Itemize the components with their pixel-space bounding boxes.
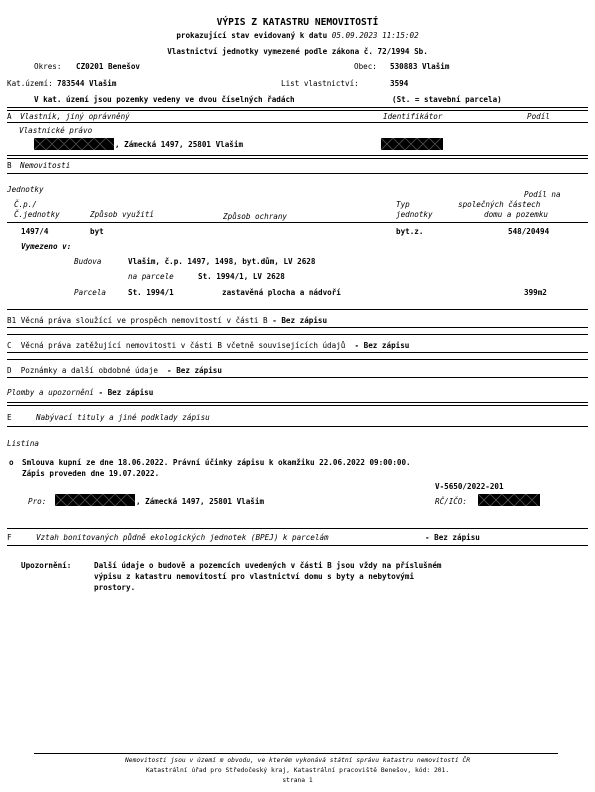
number-series-legend: (St. = stavební parcela) (392, 95, 502, 104)
building-value: Vlašim, č.p. 1497, 1498, byt.dům, LV 2628 (128, 257, 316, 266)
parcel-value: St. 1994/1 (128, 288, 174, 297)
rc-label: RČ/IČO: (435, 497, 468, 506)
section-d-rule (7, 359, 588, 360)
section-e-heading: Nabývací tituly a jiné podklady zápisu (36, 413, 210, 422)
section-b-subrule (7, 173, 588, 174)
col-share-header-2: společných částech (458, 200, 541, 209)
defined-by-label: Vymezeno v: (21, 242, 72, 251)
footer-line-2: Katastrální úřad pro Středočeský kraj, Katastrální pracoviště Benešov, kód: 201. (145, 767, 450, 774)
subtitle-date: 05.09.2023 11:15:02 (331, 31, 419, 40)
notice-line-2: výpisu z katastru nemovitostí pro vlastnictví domu s byty a nebytovými (94, 572, 415, 581)
footer-rule (34, 753, 558, 754)
section-d-heading (7, 367, 222, 375)
redacted-owner-name (34, 138, 114, 150)
document-subtitle (0, 32, 595, 40)
section-b-letter: B (7, 161, 12, 170)
section-b-heading: Nemovitosti (20, 161, 71, 170)
section-f-rule (7, 528, 588, 529)
parcel-area: 399m2 (524, 288, 547, 297)
col-protection-header: Způsob ochrany (223, 212, 288, 221)
lv-label: List vlastnictví: (281, 79, 359, 88)
entry-bullet: o (9, 458, 14, 467)
section-a-subrule (7, 122, 588, 123)
for-label: Pro: (28, 497, 47, 506)
section-d-title: Poznámky a další obdobné údaje (20, 366, 158, 375)
lv-value: 3594 (390, 79, 409, 88)
unit-law-line: Vlastnictví jednotky vymezené podle zákona č. 72/1994 Sb. (167, 47, 428, 56)
number-series-note: V kat. území jsou pozemky vedeny ve dvou číselných řadách (34, 95, 295, 104)
section-a-heading: Vlastník, jiný oprávněný (20, 112, 130, 121)
unit-usage: byt (90, 227, 104, 236)
owner-address: , Zámecká 1497, 25801 Vlašim (115, 140, 244, 149)
unit-type: byt.z. (396, 227, 424, 236)
entry-line-2: Zápis proveden dne 19.07.2022. (22, 469, 160, 478)
for-address: , Zámecká 1497, 25801 Vlašim (136, 497, 265, 506)
units-label: Jednotky (7, 185, 44, 194)
notice-line-1: Další údaje o budově a pozemcích uvedených v části B jsou vždy na příslušném (94, 561, 442, 570)
footer-line-1: Nemovitosti jsou v území m obvodu, ve kterém vykonává státní správu katastru nemovitostí ČR (125, 757, 470, 764)
plomby-value: - Bez zápisu (98, 388, 154, 397)
redacted-party-name (55, 494, 135, 506)
col-share-header: Podíl (527, 112, 550, 121)
obec-label: Obec: (354, 62, 377, 71)
section-f-value: - Bez zápisu (425, 533, 480, 542)
section-f-bottom-rule (7, 545, 588, 546)
on-parcel-label: na parcele (128, 272, 174, 281)
plomby-heading (7, 389, 153, 397)
col-identifier-header: Identifikátor (383, 112, 443, 121)
obec-value: 530883 Vlašim (390, 62, 450, 71)
on-parcel-value: St. 1994/1, LV 2628 (198, 272, 285, 281)
section-c-letter: C (7, 341, 12, 350)
col-share-header-3: domu a pozemku (484, 210, 549, 219)
ownership-subheading: Vlastnické právo (19, 126, 93, 135)
col-type-header-1: Typ (396, 200, 410, 209)
section-f-heading: Vztah bonitovaných půdně ekologických jednotek (BPEJ) k parcelám (36, 533, 329, 542)
section-b1-heading (7, 317, 327, 325)
section-e-subrule (7, 426, 588, 427)
parcel-label: Parcela (74, 288, 107, 297)
col-unit-no-header: Č.jednotky (14, 210, 60, 219)
entry-line-1: Smlouva kupní ze dne 18.06.2022. Právní účinky zápisu k okamžiku 22.06.2022 09:00:00. (22, 458, 411, 467)
section-a-rule (7, 107, 588, 111)
parcel-type: zastavěná plocha a nádvoří (222, 288, 341, 297)
document-title: VÝPIS Z KATASTRU NEMOVITOSTÍ (216, 17, 379, 28)
section-c-heading (7, 342, 409, 350)
section-b1-title: Věcná práva sloužící ve prospěch nemovitostí v části B (20, 316, 268, 325)
redacted-owner-identifier (381, 138, 443, 150)
section-c-title: Věcná práva zatěžující nemovitosti v části B včetně souvisejících údajů (20, 341, 346, 350)
section-f-letter: F (7, 533, 12, 542)
okres-label: Okres: (34, 62, 62, 71)
notice-label: Upozornění: (21, 561, 72, 570)
redacted-party-id (478, 494, 540, 506)
building-label: Budova (74, 257, 102, 266)
page-number: strana 1 (282, 777, 313, 784)
katuzemi-value: 783544 Vlašim (57, 79, 117, 88)
section-b1-value: - Bez zápisu (272, 316, 328, 325)
section-b1-letter: B1 (7, 316, 17, 325)
section-c-value: - Bez zápisu (354, 341, 410, 350)
col-type-header-2: jednotky (396, 210, 433, 219)
section-a-letter: A (7, 112, 12, 121)
section-d-letter: D (7, 366, 12, 375)
col-usage-header: Způsob využití (90, 210, 155, 219)
section-e-letter: E (7, 413, 12, 422)
okres-value: CZ0201 Benešov (76, 62, 141, 71)
section-c-bottom-rule (7, 352, 588, 353)
subtitle-prefix: prokazující stav evidovaný k datu (176, 31, 328, 40)
section-c-rule (7, 334, 588, 335)
section-b1-rule (7, 309, 588, 310)
notice-line-3: prostory. (94, 583, 136, 592)
section-b-rule (7, 155, 588, 159)
entry-reference: V-5650/2022-201 (435, 482, 504, 491)
units-table-rule (7, 222, 588, 223)
unit-number: 1497/4 (21, 227, 49, 236)
section-d-bottom-rule (7, 377, 588, 378)
plomby-title: Plomby a upozornění (7, 388, 94, 397)
listina-label: Listina (7, 439, 40, 448)
col-share-header-1: Podíl na (524, 190, 561, 199)
unit-share: 548/20494 (508, 227, 550, 236)
section-d-value: - Bez zápisu (167, 366, 222, 375)
section-b1-bottom-rule (7, 327, 588, 328)
col-cp-header: Č.p./ (14, 200, 37, 209)
section-e-rule (7, 402, 588, 406)
katuzemi-label: Kat.území: (7, 79, 53, 88)
